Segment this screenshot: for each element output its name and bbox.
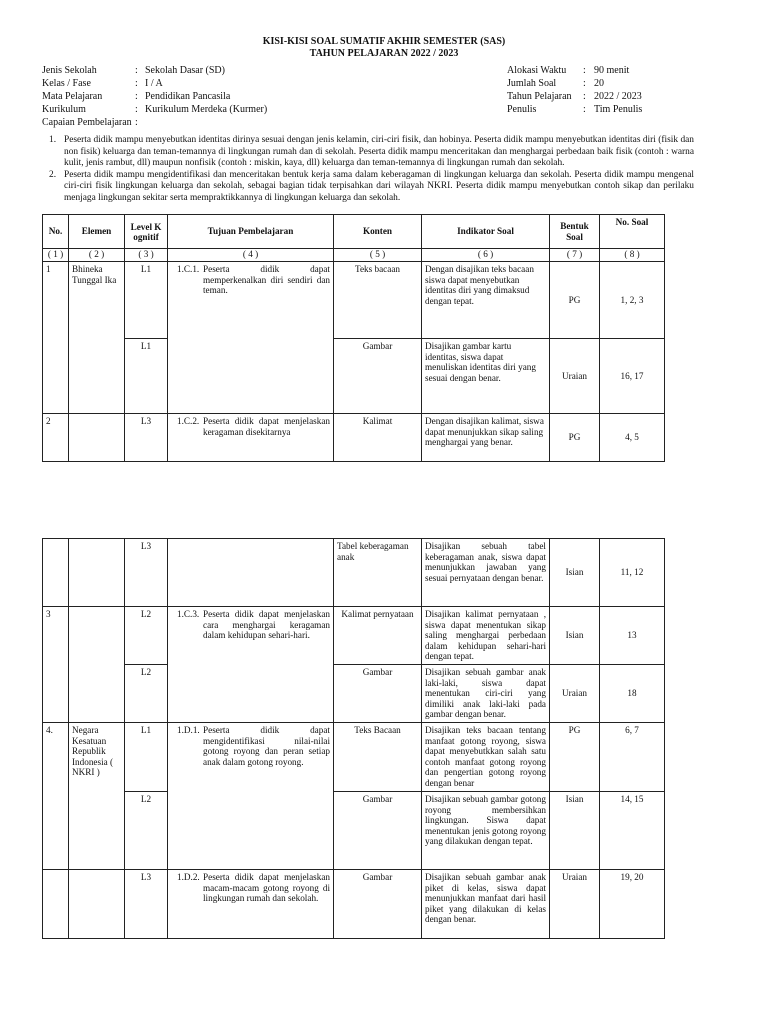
- cell-bentuk: PG: [550, 262, 600, 339]
- cell-nosoal: 6, 7: [600, 722, 665, 791]
- meta-sep: :: [135, 65, 138, 76]
- cell-bentuk: Isian: [550, 539, 600, 607]
- meta-sep: :: [135, 117, 138, 128]
- cell-level: L3: [125, 869, 168, 938]
- table-row: [43, 414, 665, 462]
- meta-row: [507, 64, 642, 77]
- cell-indikator: Disajikan sebuah tabel keberagaman anak, siswa dapat menunjukkan jawaban yang sesuai pernyataan dengan benar.: [422, 539, 550, 607]
- cell-bentuk: Isian: [550, 791, 600, 869]
- header-tujuan: Tujuan Pembelajaran: [168, 215, 334, 249]
- cell-indikator: Disajikan kalimat pernyataan , siswa dapat menentukan sikap saling menghargai perbedaan dalam kehidupan sehari-hari dengan tepat.: [422, 607, 550, 665]
- meta-row: [42, 77, 267, 90]
- meta-label: Alokasi Waktu: [507, 65, 567, 76]
- meta-sep: :: [583, 78, 586, 89]
- cell-no: 2: [43, 414, 69, 462]
- cell-level: L2: [125, 791, 168, 869]
- cell-elemen: [69, 869, 125, 938]
- column-number: ( 4 ): [168, 249, 334, 262]
- cell-bentuk: Uraian: [550, 869, 600, 938]
- cell-level: L1: [125, 722, 168, 791]
- table-row: [43, 791, 665, 869]
- cell-konten: Kalimat pernyataan: [334, 607, 422, 665]
- cell-nosoal: 1, 2, 3: [600, 262, 665, 339]
- meta-sep: :: [583, 104, 586, 115]
- column-number: ( 8 ): [600, 249, 665, 262]
- list-item: [42, 170, 694, 205]
- cell-konten: Kalimat: [334, 414, 422, 462]
- cell-tujuan: [168, 722, 334, 869]
- header-indikator: Indikator Soal: [422, 215, 550, 249]
- list-number: 1.: [49, 135, 57, 145]
- meta-label: Jenis Sekolah: [42, 65, 97, 76]
- cell-konten: Tabel keberagaman anak: [334, 539, 422, 607]
- list-item: [42, 135, 694, 170]
- tp-text: Peserta didik dapat mengidentifikasi nilai-nilai gotong royong dan peran setiap anak dalam gotong royong.: [203, 724, 330, 767]
- cell-level: L3: [125, 539, 168, 607]
- cell-elemen: Negara Kesatuan Republik Indonesia ( NKRI ): [69, 722, 125, 869]
- cell-konten: Teks Bacaan: [334, 722, 422, 791]
- tp-text: Peserta didik dapat menjelaskan cara menghargai keragaman dalam kehidupan sehari-hari.: [203, 609, 330, 641]
- cell-indikator: Disajikan sebuah gambar anak laki-laki, siswa dapat menentukan ciri-ciri yang dimiliki anak laki-laki pada gambar dengan benar.: [422, 664, 550, 722]
- column-number: ( 6 ): [422, 249, 550, 262]
- table-row: [43, 262, 665, 339]
- meta-label: Penulis: [507, 104, 537, 115]
- meta-sep: :: [583, 65, 586, 76]
- meta-value: 2022 / 2023: [594, 91, 642, 102]
- header-nosoal: No. Soal: [600, 215, 665, 249]
- cell-no: 4.: [43, 722, 69, 869]
- meta-value: 90 menit: [594, 65, 630, 76]
- cell-bentuk: PG: [550, 414, 600, 462]
- cell-level: L1: [125, 262, 168, 339]
- table-row: [43, 539, 665, 607]
- column-number: ( 2 ): [69, 249, 125, 262]
- cell-elemen: [69, 607, 125, 723]
- cell-indikator: Disajikan sebuah gambar anak piket di kelas, siswa dapat menunjukkan manfaat dari hasil piket yang dilakukan di kelas dengan benar.: [422, 869, 550, 938]
- cell-bentuk: Isian: [550, 607, 600, 665]
- cell-indikator: Disajikan gambar kartu identitas, siswa dapat menuliskan identitas diri yang sesuai dengan benar.: [422, 339, 550, 414]
- cell-konten: Gambar: [334, 869, 422, 938]
- cell-no: [43, 869, 69, 938]
- cell-konten: Gambar: [334, 791, 422, 869]
- cell-no: 1: [43, 262, 69, 414]
- meta-row: [42, 64, 267, 77]
- cell-nosoal: 11, 12: [600, 539, 665, 607]
- table-row: [43, 607, 665, 665]
- kisi-kisi-table-page-1: [42, 214, 665, 462]
- cell-elemen: [69, 414, 125, 462]
- meta-right: [507, 64, 642, 116]
- meta-row: [42, 103, 267, 116]
- tp-text: Peserta didik dapat menjelaskan keragaman disekitarnya: [203, 416, 330, 437]
- meta-value: Tim Penulis: [594, 104, 643, 115]
- cell-tujuan: [168, 607, 334, 723]
- cell-no: [43, 539, 69, 607]
- cell-bentuk: PG: [550, 722, 600, 791]
- cell-nosoal: 19, 20: [600, 869, 665, 938]
- table-header-row: [43, 215, 665, 249]
- cell-bentuk: Uraian: [550, 339, 600, 414]
- meta-value: Kurikulum Merdeka (Kurmer): [145, 104, 268, 115]
- header-level: Level Kognitif: [125, 215, 168, 249]
- column-number-row: [43, 249, 665, 262]
- table-row: [43, 869, 665, 938]
- learning-outcomes-list: [42, 135, 694, 205]
- column-number: ( 5 ): [334, 249, 422, 262]
- cell-level: L3: [125, 414, 168, 462]
- meta-value: 20: [594, 78, 604, 89]
- cell-nosoal: 14, 15: [600, 791, 665, 869]
- cell-tujuan: [168, 262, 334, 414]
- kisi-kisi-table-page-2: [42, 538, 665, 939]
- meta-label: Tahun Pelajaran: [507, 91, 572, 102]
- cell-tujuan: [168, 414, 334, 462]
- cell-konten: Gambar: [334, 339, 422, 414]
- document-title: KISI-KISI SOAL SUMATIF AKHIR SEMESTER (SAS): [262, 36, 506, 47]
- meta-sep: :: [583, 91, 586, 102]
- cell-indikator: Disajikan teks bacaan tentang manfaat gotong royong, siswa dapat menyebutkkan salah satu contoh manfaat gotong royong dan pengertian gotong royong dengan benar: [422, 722, 550, 791]
- tp-code: 1.D.2.: [177, 871, 200, 882]
- header-konten: Konten: [334, 215, 422, 249]
- cell-indikator: Dengan disajikan kalimat, siswa dapat menunjukkan sikap saling menghargai yang benar.: [422, 414, 550, 462]
- cell-no: 3: [43, 607, 69, 723]
- cell-indikator: Dengan disajikan teks bacaan siswa dapat menyebutkan identitas diri yang dimaksud dengan tepat.: [422, 262, 550, 339]
- cell-tujuan: [168, 869, 334, 938]
- meta-row: [507, 90, 642, 103]
- header-elemen: Elemen: [69, 215, 125, 249]
- meta-label: Kelas / Fase: [42, 78, 91, 89]
- meta-row: [507, 77, 642, 90]
- meta-row: [42, 116, 267, 129]
- list-text: Peserta didik mampu mengidentifikasi dan menceritakan bentuk kerja sama dalam keberagaman di lingkungan keluarga dan sekolah. Peserta didik mampu mengenal ciri-ciri fisik lingkungan keluarga dan sekolah, sebagai bagian tidak terpisahkan dari wilayah NKRI. Peserta didik mampu menyebutkan contoh sikap dan perilaku menjaga lingkungan sekitar serta mempraktikkannya di lingkungan keluarga dan sekolah.: [64, 169, 694, 203]
- meta-label: Kurikulum: [42, 104, 86, 115]
- cell-level: L2: [125, 607, 168, 665]
- column-number: ( 3 ): [125, 249, 168, 262]
- column-number: ( 1 ): [43, 249, 69, 262]
- meta-value: Sekolah Dasar (SD): [145, 65, 225, 76]
- meta-sep: :: [135, 104, 138, 115]
- cell-elemen: [69, 539, 125, 607]
- meta-row: [507, 103, 642, 116]
- meta-label: Jumlah Soal: [507, 78, 557, 89]
- tp-code: 1.C.3.: [177, 609, 200, 619]
- tp-text: Peserta didik dapat memperkenalkan diri sendiri dan teman.: [203, 264, 330, 296]
- list-text: Peserta didik mampu menyebutkan identitas dirinya sesuai dengan jenis kelamin, ciri-ciri fisik, dan hobinya. Peserta didik mampu menyebutkan identitas diri (fisik dan non fisik) keluarga dan teman-temannya di lingkungan rumah dan di sekolah. Peserta didik mampu menceritakan dan menghargai perbedaan baik fisik (contoh : warna kulit, jenis rambut, dll) maupun nonfisik (contoh : miskin, kaya, dll) keluarga dan teman-temannya di lingkungan rumah dan sekolah.: [64, 135, 694, 169]
- table-row: [43, 339, 665, 414]
- meta-left: [42, 64, 267, 129]
- cell-nosoal: 18: [600, 664, 665, 722]
- document-subtitle: TAHUN PELAJARAN 2022 / 2023: [309, 48, 459, 59]
- cell-tujuan: [168, 539, 334, 607]
- meta-sep: :: [135, 91, 138, 102]
- cell-level: L2: [125, 664, 168, 722]
- column-number: ( 7 ): [550, 249, 600, 262]
- meta-value: I / A: [145, 78, 163, 89]
- cell-indikator: Disajikan sebuah gambar gotong royong membersihkan lingkungan. Siswa dapat menentukan jenis gotong royong yang dilakukan dengan tepat.: [422, 791, 550, 869]
- tp-code: 1.D.1.: [177, 724, 200, 735]
- cell-konten: Teks bacaan: [334, 262, 422, 339]
- tp-code: 1.C.1.: [177, 264, 200, 274]
- header-bentuk: Bentuk Soal: [550, 215, 600, 249]
- meta-row: [42, 90, 267, 103]
- table-row: [43, 664, 665, 722]
- cell-konten: Gambar: [334, 664, 422, 722]
- cell-nosoal: 16, 17: [600, 339, 665, 414]
- cell-elemen: Bhineka Tunggal Ika: [69, 262, 125, 414]
- meta-sep: :: [135, 78, 138, 89]
- meta-label: Capaian Pembelajaran: [42, 117, 132, 128]
- meta-value: Pendidikan Pancasila: [145, 91, 231, 102]
- cell-level: L1: [125, 339, 168, 414]
- tp-text: Peserta didik dapat menjelaskan macam-macam gotong royong di lingkungan rumah dan sekolah.: [203, 871, 330, 904]
- cell-nosoal: 13: [600, 607, 665, 665]
- cell-bentuk: Uraian: [550, 664, 600, 722]
- header-no: No.: [43, 215, 69, 249]
- list-number: 2.: [49, 169, 57, 180]
- table-row: [43, 722, 665, 791]
- meta-label: Mata Pelajaran: [42, 91, 103, 102]
- tp-code: 1.C.2.: [177, 416, 200, 426]
- cell-nosoal: 4, 5: [600, 414, 665, 462]
